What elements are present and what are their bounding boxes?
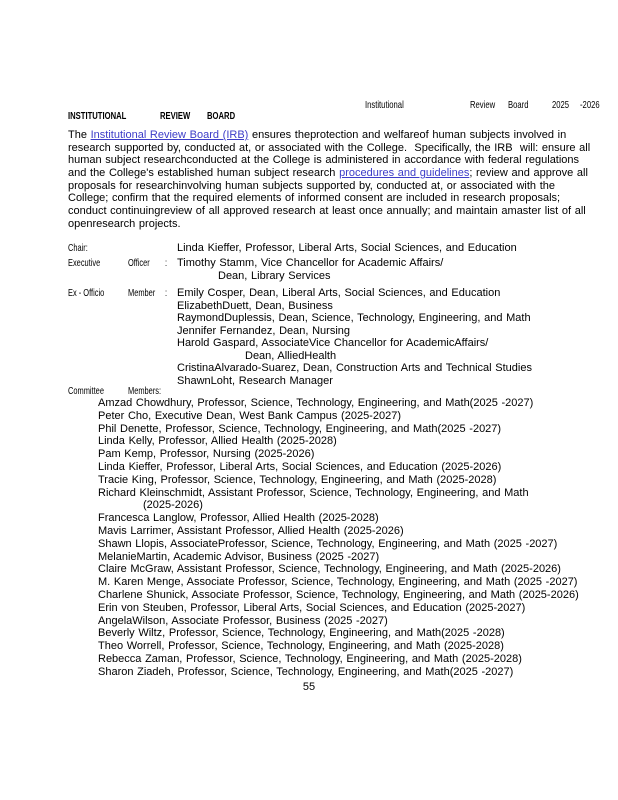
committee-member: Linda Kieffer, Professor, Liberal Arts, Social Sciences, and Education (2025-2026) — [98, 460, 502, 473]
committee-member: Richard Kleinschmidt, Assistant Professor, Science, Technology, Engineering, and Math — [98, 486, 529, 499]
intro-line — [68, 192, 588, 205]
title-word: BOARD — [207, 110, 236, 122]
intro-line — [68, 205, 588, 218]
roster-label — [68, 258, 178, 270]
intro-text: and the College's established human subject research — [68, 167, 340, 180]
roster-label-word: Ex - Officio — [68, 288, 105, 299]
roster-lines — [177, 287, 532, 387]
roster-line: ElizabethDuett, Dean, Business — [177, 299, 333, 312]
roster-line: Jennifer Fernandez, Dean, Nursing — [177, 324, 351, 337]
committee-member: Francesca Langlow, Professor, Allied Health (2025-2028) — [98, 512, 379, 525]
roster-line: Linda Kieffer, Professor, Liberal Arts, Social Sciences, and Education — [177, 242, 517, 254]
title-word: INSTITUTIONAL — [68, 110, 127, 122]
roster-lines — [177, 257, 443, 282]
committee-member: Erin von Steuben, Professor, Liberal Arts, Social Sciences, and Education (2025-2027) — [98, 601, 526, 614]
roster-line: Emily Cosper, Dean, Liberal Arts, Social Sciences, and Education — [177, 287, 501, 299]
committee-member: Shawn Llopis, AssociateProfessor, Science, Technology, Engineering, and Math (2025 -2027) — [98, 537, 558, 550]
roster-line: Dean, AlliedHealth — [245, 349, 337, 362]
roster-label-word: : — [165, 288, 168, 299]
intro-line — [68, 154, 588, 167]
intro-line — [68, 141, 591, 155]
committee-member: Linda Kelly, Professor, Allied Health (2025-2028) — [98, 435, 337, 448]
committee-member: Theo Worrell, Professor, Science, Technology, Engineering, and Math (2025-2028) — [98, 640, 504, 653]
committee-member: Amzad Chowdhury, Professor, Science, Technology, Engineering, and Math(2025 -2027) — [98, 397, 534, 409]
intro-line — [68, 180, 588, 193]
committee-member-list — [98, 397, 579, 679]
roster-line: Dean, Library Services — [218, 269, 331, 282]
committee-member: Beverly Wiltz, Professor, Science, Technology, Engineering, and Math(2025 -2028) — [98, 627, 505, 640]
roster-label-word: : — [165, 258, 168, 269]
roster-line: CristinaAlvarado-Suarez, Dean, Construction Arts and Technical Studies — [177, 362, 532, 375]
intro-text: proposals for researchinvolving human subjects supported by, conducted at, or associated with the — [68, 179, 555, 192]
title-word: REVIEW — [160, 110, 191, 122]
page-number: 55 — [302, 681, 316, 693]
committee-member: MelanieMartin, Academic Advisor, Business (2025 -2027) — [98, 550, 380, 563]
roster-label-word: Officer — [128, 258, 150, 269]
roster-label-word: Chair: — [68, 243, 88, 254]
roster-line: RaymondDuplessis, Dean, Science, Technology, Engineering, and Math — [177, 312, 531, 325]
intro-text: College; confirm that the required elements of informed consent are included in research proposals; — [68, 192, 561, 205]
running-header-word: 2025 — [552, 99, 570, 111]
committee-member: M. Karen Menge, Associate Professor, Science, Technology, Engineering, and Math (2025 -2027) — [98, 576, 578, 589]
intro-line — [68, 129, 588, 142]
procedures-guidelines-link[interactable]: procedures and guidelines — [339, 167, 470, 180]
running-header-word: -2026 — [580, 99, 600, 111]
committee-member: Charlene Shunick, Associate Professor, Science, Technology, Engineering, and Math (2025-2026) — [98, 588, 579, 601]
running-header-word: Institutional — [365, 99, 404, 111]
intro-line — [68, 218, 588, 231]
committee-label-word: Committee — [68, 386, 104, 397]
roster-label-word: Executive — [68, 258, 101, 269]
committee-member: Rebecca Zaman, Professor, Science, Technology, Engineering, and Math (2025-2028) — [98, 652, 522, 665]
roster-line: Harold Gaspard, AssociateVice Chancellor for AcademicAffairs/ — [177, 337, 489, 350]
committee-member: Tracie King, Professor, Science, Technology, Engineering, and Math (2025-2028) — [98, 473, 497, 486]
irb-link[interactable]: Institutional Review Board (IRB) — [90, 129, 249, 141]
running-header-word: Board — [508, 99, 529, 111]
intro-text: ; review and approve all — [469, 167, 588, 180]
intro-text: human subject researchconducted at the College is administered in accordance with federal regulations — [68, 154, 580, 167]
roster-label — [68, 288, 178, 300]
roster-line: Timothy Stamm, Vice Chancellor for Academic Affairs/ — [177, 257, 444, 269]
committee-member: Phil Denette, Professor, Science, Technology, Engineering, and Math(2025 -2027) — [98, 422, 502, 435]
committee-member: Claire McGraw, Assistant Professor, Science, Technology, Engineering, and Math (2025-2026) — [98, 563, 561, 576]
intro-text: The — [68, 129, 91, 141]
committee-label-word: Members: — [128, 386, 162, 397]
committee-member: Mavis Larrimer, Assistant Professor, Allied Health (2025-2026) — [98, 524, 404, 537]
committee-member: Pam Kemp, Professor, Nursing (2025-2026) — [98, 448, 315, 461]
committee-member: (2025-2026) — [143, 499, 203, 512]
intro-line — [68, 167, 588, 180]
committee-member: Sharon Ziadeh, Professor, Science, Technology, Engineering, and Math(2025 -2027) — [98, 665, 514, 678]
roster-label-word: Member — [128, 288, 156, 299]
running-header-word: Review — [470, 99, 496, 111]
roster-line: ShawnLoht, Research Manager — [177, 374, 333, 387]
intro-text: conduct continuingreview of all approved research at least once annually; and maintain amaster list of all — [68, 205, 586, 218]
intro-text: ensures theprotection and welfareof human subjects involved in — [248, 129, 567, 141]
intro-text: research supported by, conducted at, or associated with the College. Specifically, the IRB will: ensure all — [68, 141, 591, 154]
intro-text: openresearch projects. — [68, 217, 181, 230]
committee-member: Peter Cho, Executive Dean, West Bank Campus (2025-2027) — [98, 409, 401, 422]
roster-label — [68, 243, 178, 255]
intro-paragraph — [68, 129, 591, 231]
roster-lines — [177, 242, 517, 255]
page-title — [0, 110, 618, 123]
committee-member: AngelaWilson, Associate Professor, Business (2025 -2027) — [98, 614, 388, 627]
